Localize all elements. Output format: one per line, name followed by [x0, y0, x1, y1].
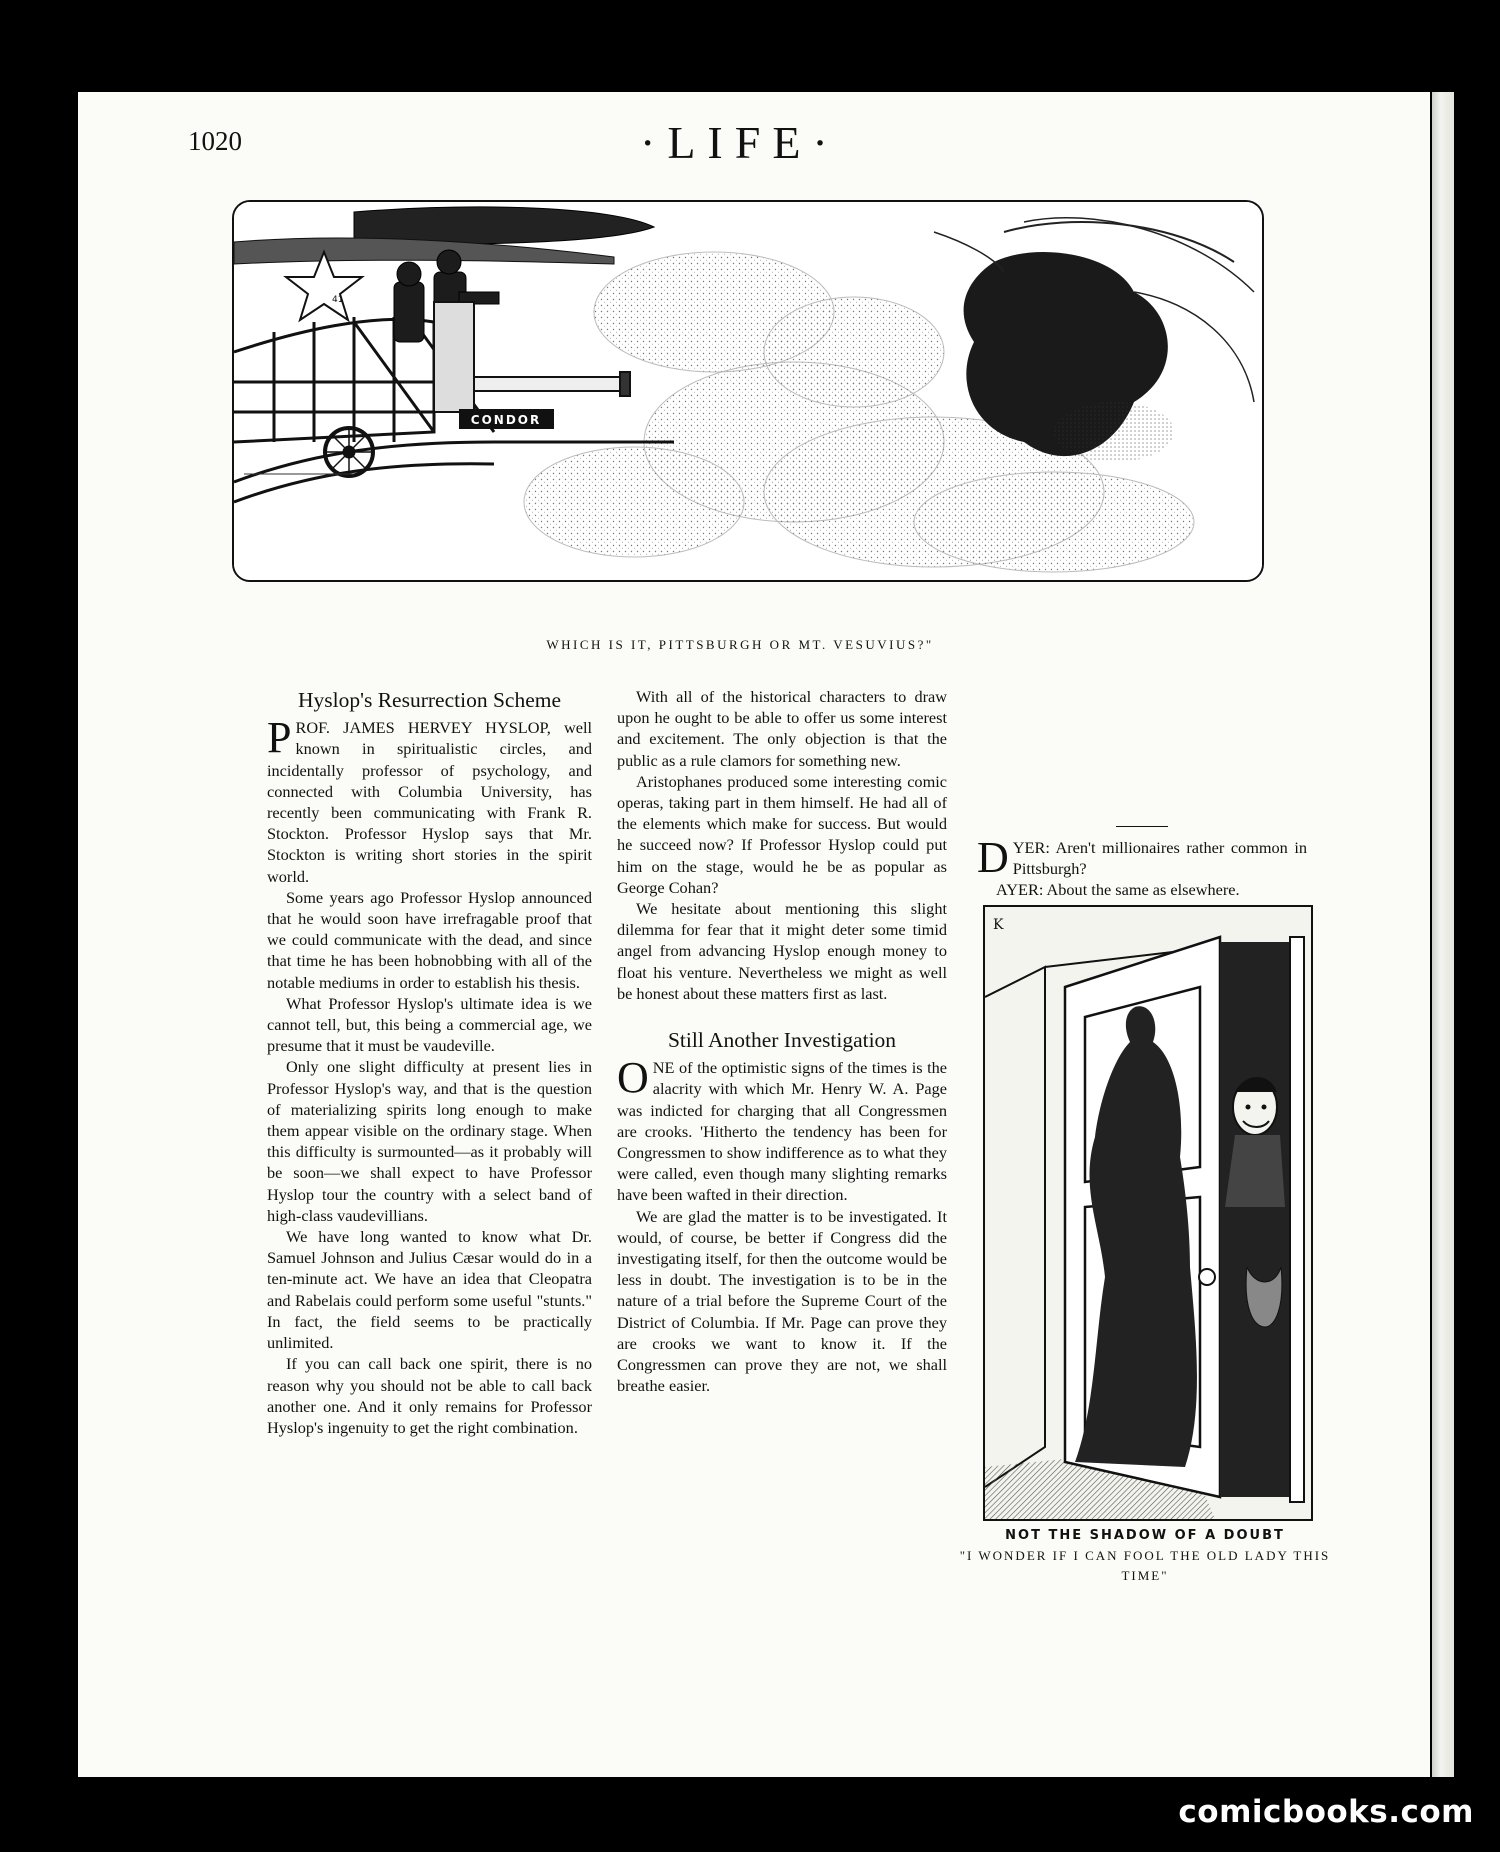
airship-nameplate: CONDOR [470, 413, 542, 427]
article-1-paragraph: Only one slight difficulty at present lies in Professor Hyslop's way, and that is the question of materializing spirits long enough to make them appear visible on the ordinary stage. When this difficulty is surmounted—as it probably will be soon—we shall expect to have Professor Hyslop tour the country with a select band of high-class vaudevillians. [267, 1057, 592, 1225]
dropcap-d: D [977, 833, 1009, 882]
joke-line-ayer: AYER: About the same as elsewhere. [996, 880, 1240, 900]
article-1-paragraph: We hesitate about mentioning this slight dilemma for fear that it might deter some timid angel from advancing Hyslop enough money to float his venture. Nevertheless we might as well be honest about these matters first as last. [617, 899, 947, 1003]
column-1 [267, 690, 592, 1438]
article-2-paragraph: We are glad the matter is to be investigated. It would, of course, be better if Congress did the investigating itself, for then the outcome would be less in doubt. The investigation is to be in the nature of a trial before the Supreme Court of the District of Columbia. If Mr. Page can prove they are crooks we want to know it. If the Congressmen can prove they are not, we shall breathe easier. [617, 1206, 947, 1396]
airship-illustration [232, 200, 1264, 582]
dropcap-o: O [617, 1053, 649, 1103]
caption-title: NOT THE SHADOW OF A DOUBT [1005, 1528, 1285, 1543]
joke-line-dyer: DYER: Aren't millionaires rather common in Pittsburgh? [977, 833, 1307, 882]
page-gutter [1432, 92, 1454, 1777]
article-2-headline: Still Another Investigation [667, 1028, 897, 1053]
article-1-paragraph: PROF. JAMES HERVEY HYSLOP, well known in spiritualistic circles, and incidentally professor of psychology, and connected with Columbia University, has recently been communicating with Frank R. Stockton. Professor Hyslop says that Mr. Stockton is writing short stories in the spirit world. [267, 713, 592, 886]
article-1-headline: Hyslop's Resurrection Scheme [297, 688, 562, 712]
right-illustration-caption [950, 1526, 1340, 1586]
article-1-paragraph: What Professor Hyslop's ultimate idea is we cannot tell, but, this being a commercial age, we presume that it must be vaudeville. [267, 993, 592, 1056]
landing-wheel [325, 428, 373, 476]
article-1-paragraph: Some years ago Professor Hyslop announced that he would soon have irrefragable proof that we could communicate with the dead, and since that time he has been hobnobbing with all of the notable mediums in order to establish his thesis. [267, 887, 592, 992]
column-3 [977, 818, 1307, 901]
badge-number: 41 [332, 295, 344, 305]
artist-signature: K [993, 917, 1004, 933]
masthead-title: ·LIFE· [640, 117, 840, 168]
site-watermark: comicbooks.com [1178, 1794, 1474, 1830]
page-number: 1020 [188, 126, 242, 156]
article-1-paragraph: If you can call back one spirit, there is no reason why you should not be able to call back another one. And it only remains for Professor Hyslop's ingenuity to get the right combination. [267, 1354, 592, 1437]
article-1-paragraph: With all of the historical characters to draw upon he ought to be able to offer us some interest and excitement. The only objection is that the public as a rule clamors for something new. [617, 687, 947, 770]
article-1-paragraph: We have long wanted to know what Dr. Samuel Johnson and Julius Cæsar would do in a ten-minute act. We have an idea that Cleopatra and Rabelais could perform some useful "stunts." In fact, the field seems to be practically unlimited. [267, 1227, 592, 1353]
article-2-paragraph: ONE of the optimistic signs of the times is the alacrity with which Mr. Henry W. A. Page was indicted for charging that all Congressmen are crooks. 'Hitherto the tendency has been for Congressmen to show indifference as to what they were called, even though many slighting remarks have been wafted in their direction. [617, 1053, 947, 1205]
section-divider [1116, 826, 1168, 827]
dropcap-p: P [267, 713, 292, 763]
top-illustration-caption: WHICH IS IT, PITTSBURGH OR MT. VESUVIUS?" [546, 637, 934, 652]
caption-quote: "I WONDER IF I CAN FOOL THE OLD LADY THIS TIME" [959, 1548, 1331, 1583]
column-2 [617, 686, 947, 1397]
article-1-paragraph: Aristophanes produced some interesting comic operas, taking part in them himself. He had all of the elements which make for success. But would he succeed now? If Professor Hyslop could put him on the stage, would he be as popular as George Cohan? [617, 771, 947, 897]
doorway-illustration [983, 905, 1313, 1521]
